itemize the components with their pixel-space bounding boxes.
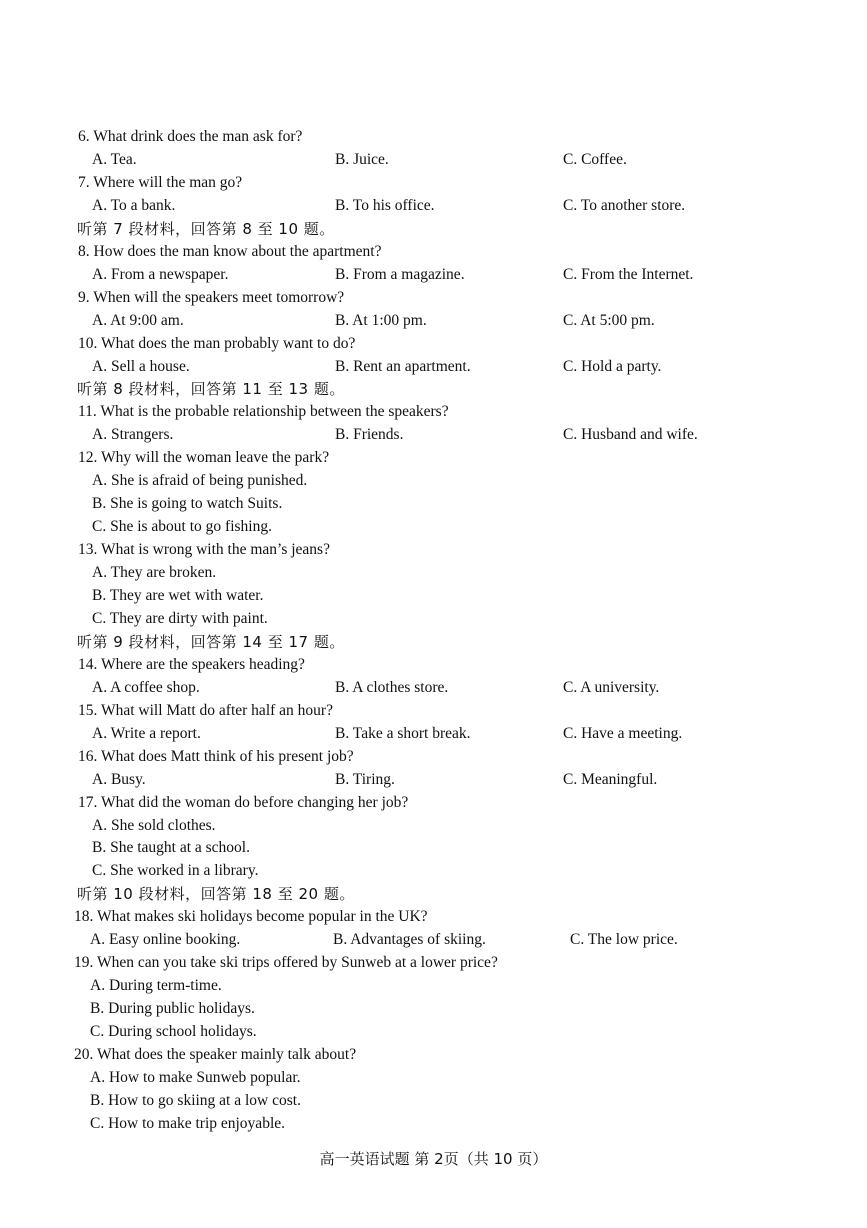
option-b: B. A clothes store. xyxy=(335,678,449,696)
option: A. She sold clothes. xyxy=(92,816,216,834)
option-a: A. At 9:00 am. xyxy=(92,311,184,329)
option-b: B. Juice. xyxy=(335,150,389,168)
option: B. How to go skiing at a low cost. xyxy=(90,1091,301,1109)
option-a: A. Tea. xyxy=(92,150,137,168)
question: 10. What does the man probably want to do? xyxy=(78,334,356,352)
option-a: A. From a newspaper. xyxy=(92,265,229,283)
question: 17. What did the woman do before changing her job? xyxy=(78,793,409,811)
option: B. They are wet with water. xyxy=(92,587,264,604)
option-c: C. Have a meeting. xyxy=(563,724,683,742)
option-b: B. Friends. xyxy=(335,426,404,444)
option-b: B. Take a short break. xyxy=(335,724,471,742)
option: B. During public holidays. xyxy=(90,1000,255,1018)
option-a: A. Busy. xyxy=(92,770,146,788)
page-footer: 高一英语试题 第 2页（共 10 页） xyxy=(319,1150,548,1168)
question: 11. What is the probable relationship between the speakers? xyxy=(78,403,449,421)
option-b: B. From a magazine. xyxy=(335,265,465,283)
section-instruction: 听第 8 段材料，回答第 11 至 13 题。 xyxy=(77,380,345,399)
question: 7. Where will the man go? xyxy=(78,173,243,191)
section-instruction: 听第 10 段材料，回答第 18 至 20 题。 xyxy=(77,885,355,904)
question: 9. When will the speakers meet tomorrow? xyxy=(78,288,345,306)
question: 6. What drink does the man ask for? xyxy=(78,128,303,145)
option-a: A. Write a report. xyxy=(92,724,201,742)
option: C. She worked in a library. xyxy=(92,862,259,880)
question: 15. What will Matt do after half an hour? xyxy=(78,701,333,719)
option: B. She is going to watch Suits. xyxy=(92,495,283,513)
option-c: C. From the Internet. xyxy=(563,265,694,283)
question: 18. What makes ski holidays become popular in the UK? xyxy=(74,908,428,926)
question: 16. What does Matt think of his present job? xyxy=(78,747,354,765)
option-c: C. Coffee. xyxy=(563,150,627,168)
option-a: A. Strangers. xyxy=(92,426,174,444)
question: 8. How does the man know about the apartment? xyxy=(78,242,382,260)
option-b: B. Rent an apartment. xyxy=(335,357,471,375)
option-a: A. Sell a house. xyxy=(92,357,190,375)
option: C. They are dirty with paint. xyxy=(92,609,268,627)
option: A. During term-time. xyxy=(90,977,222,995)
question: 12. Why will the woman leave the park? xyxy=(78,449,330,467)
option-c: C. Meaningful. xyxy=(563,770,658,788)
section-instruction: 听第 9 段材料，回答第 14 至 17 题。 xyxy=(77,632,345,651)
question: 19. When can you take ski trips offered by Sunweb at a lower price? xyxy=(74,954,498,972)
option-c: C. A university. xyxy=(563,678,660,696)
option-c: C. The low price. xyxy=(570,931,678,949)
option: A. They are broken. xyxy=(92,564,217,582)
question: 20. What does the speaker mainly talk about? xyxy=(74,1046,357,1063)
option-c: C. At 5:00 pm. xyxy=(563,311,655,329)
option-b: B. To his office. xyxy=(335,196,435,214)
option-c: C. To another store. xyxy=(563,196,686,214)
option-b: B. Advantages of skiing. xyxy=(333,931,486,949)
option: C. During school holidays. xyxy=(90,1023,257,1041)
option: C. She is about to go fishing. xyxy=(92,518,272,536)
option-b: B. At 1:00 pm. xyxy=(335,311,427,329)
option-c: C. Husband and wife. xyxy=(563,426,698,444)
option: B. She taught at a school. xyxy=(92,839,250,857)
section-instruction: 听第 7 段材料，回答第 8 至 10 题。 xyxy=(77,219,335,238)
option: A. How to make Sunweb popular. xyxy=(90,1068,301,1086)
option-c: C. Hold a party. xyxy=(563,357,662,375)
option-b: B. Tiring. xyxy=(335,770,395,788)
option-a: A. Easy online booking. xyxy=(90,931,241,949)
option: C. How to make trip enjoyable. xyxy=(90,1114,285,1132)
option: A. She is afraid of being punished. xyxy=(92,472,308,490)
question: 13. What is wrong with the man’s jeans? xyxy=(78,541,330,559)
option-a: A. A coffee shop. xyxy=(92,678,200,696)
question: 14. Where are the speakers heading? xyxy=(78,655,305,673)
option-a: A. To a bank. xyxy=(92,196,176,214)
